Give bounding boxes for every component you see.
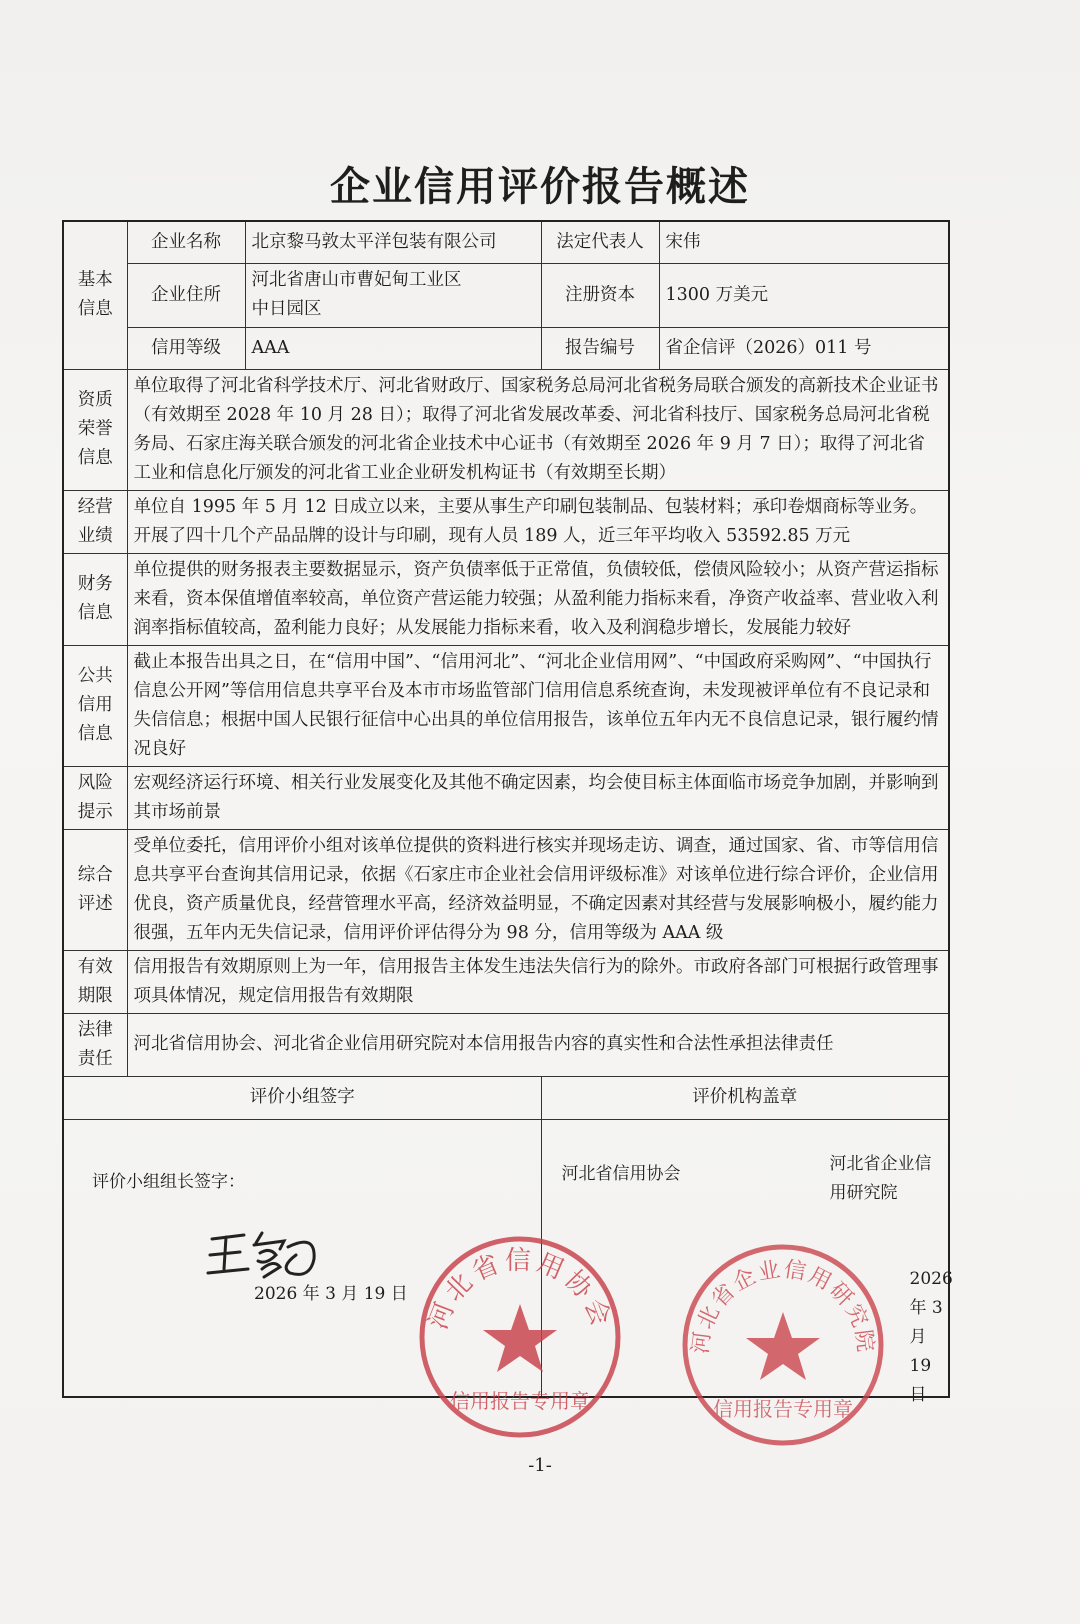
legal-rep-label: 法定代表人 [541, 221, 659, 263]
report-no-label: 报告编号 [541, 327, 659, 369]
row-qualification [63, 369, 949, 490]
section-label: 综合 评述 [63, 829, 127, 950]
seal2-ring-text: 河北省企业信用研究院 [688, 1257, 878, 1356]
section-text: 单位取得了河北省科学技术厅、河北省财政厅、国家税务总局河北省税务局联合颁发的高新技术企业证书（有效期至 2028 年 10 月 28 日）；取得了河北省发展改革委、河北省科技厅、国家税务总局河北省税务局、石家庄海关联合颁发的河北省企业技术中心证书（有效期至 2026 年 9 月 7 日）；取得了河北省工业和信息化厅颁发的河北省工业企业研发机构证书（有效期至长期） [127, 369, 949, 490]
section-label: 资质 荣誉 信息 [63, 369, 127, 490]
address-value: 河北省唐山市曹妃甸工业区 中日园区 [245, 263, 541, 327]
seal-credit-research-institute-stamp [678, 1240, 888, 1450]
row-address [63, 263, 949, 327]
org-seal-header: 评价机构盖章 [541, 1076, 949, 1119]
leader-signature-date: 2026 年 3 月 19 日 [254, 1283, 408, 1304]
section-text: 河北省信用协会、河北省企业信用研究院对本信用报告内容的真实性和合法性承担法律责任 [127, 1013, 949, 1076]
credit-grade-label: 信用等级 [127, 327, 245, 369]
section-label: 财务 信息 [63, 553, 127, 645]
section-label: 经营 业绩 [63, 490, 127, 553]
section-label: 公共 信用 信息 [63, 645, 127, 766]
row-public-credit [63, 645, 949, 766]
section-text: 单位自 1995 年 5 月 12 日成立以来，主要从事生产印刷包装制品、包装材料；承印卷烟商标等业务。开展了四十几个产品品牌的设计与印刷，现有人员 189 人，近三年平均收入 53592.85 万元 [127, 490, 949, 553]
row-validity [63, 950, 949, 1013]
legal-rep-value: 宋伟 [659, 221, 949, 263]
handwritten-signature [204, 1225, 324, 1285]
row-signature-header [63, 1076, 949, 1119]
leader-signature-label: 评价小组组长签字： [92, 1171, 245, 1192]
address-label: 企业住所 [127, 263, 245, 327]
seal1-bottom-text: 信用报告专用章 [450, 1389, 590, 1413]
page-title: 企业信用评价报告概述 [330, 163, 750, 210]
section-text: 宏观经济运行环境、相关行业发展变化及其他不确定因素，均会使目标主体面临市场竞争加剧，并影响到其市场前景 [127, 766, 949, 829]
row-company [63, 221, 949, 263]
org1-name: 河北省信用协会 [561, 1163, 681, 1184]
org-seal-date: 2026 年 3 月 19 日 [909, 1268, 953, 1405]
section-label: 法律 责任 [63, 1013, 127, 1076]
report-no-value: 省企信评（2026）011 号 [659, 327, 949, 369]
seal1-ring-text: 河北省信用协会 [423, 1246, 617, 1334]
org2-name: 河北省企业信用研究院 [829, 1153, 932, 1203]
section-text: 截止本报告出具之日，在“信用中国”、“信用河北”、“河北企业信用网”、“中国政府采购网”、“中国执行信息公开网”等信用信息共享平台及本市市场监管部门信用信息系统查询，未发现被评单位有不良记录和失信信息；根据中国人民银行征信中心出具的单位信用报告，该单位五年内无不良信息记录，银行履约情况良好 [127, 645, 949, 766]
seal-credit-association-stamp [415, 1232, 625, 1442]
company-name-label: 企业名称 [127, 221, 245, 263]
section-label: 风险 提示 [63, 766, 127, 829]
section-text: 信用报告有效期原则上为一年，信用报告主体发生违法失信行为的除外。市政府各部门可根据行政管理事项具体情况，规定信用报告有效期限 [127, 950, 949, 1013]
section-text: 受单位委托，信用评价小组对该单位提供的资料进行核实并现场走访、调查，通过国家、省、市等信用信息共享平台查询其信用记录，依据《石家庄市企业社会信用评级标准》对该单位进行综合评价，企业信用优良，资产质量优良，经营管理水平高，经济效益明显，不确定因素对其经营与发展影响极小，履约能力很强，五年内无失信记录，信用评价评估得分为 98 分，信用等级为 AAA 级 [127, 829, 949, 950]
capital-label: 注册资本 [541, 263, 659, 327]
row-finance [63, 553, 949, 645]
capital-value: 1300 万美元 [659, 263, 949, 327]
page-number: -1- [528, 1455, 552, 1476]
seal2-bottom-text: 信用报告专用章 [713, 1397, 853, 1421]
group-signature-header: 评价小组签字 [63, 1076, 541, 1119]
row-business [63, 490, 949, 553]
section-basic-label: 基本 信息 [63, 221, 127, 369]
row-overall [63, 829, 949, 950]
credit-grade-value: AAA [245, 327, 541, 369]
row-grade [63, 327, 949, 369]
row-legal [63, 1013, 949, 1076]
row-risk [63, 766, 949, 829]
section-text: 单位提供的财务报表主要数据显示，资产负债率低于正常值，负债较低，偿债风险较小；从资产营运指标来看，资本保值增值率较高，单位资产营运能力较强；从盈利能力指标来看，净资产收益率、营业收入利润率指标值较高，盈利能力良好；从发展能力指标来看，收入及利润稳步增长，发展能力较好 [127, 553, 949, 645]
section-label: 有效 期限 [63, 950, 127, 1013]
company-name-value: 北京黎马敦太平洋包装有限公司 [245, 221, 541, 263]
